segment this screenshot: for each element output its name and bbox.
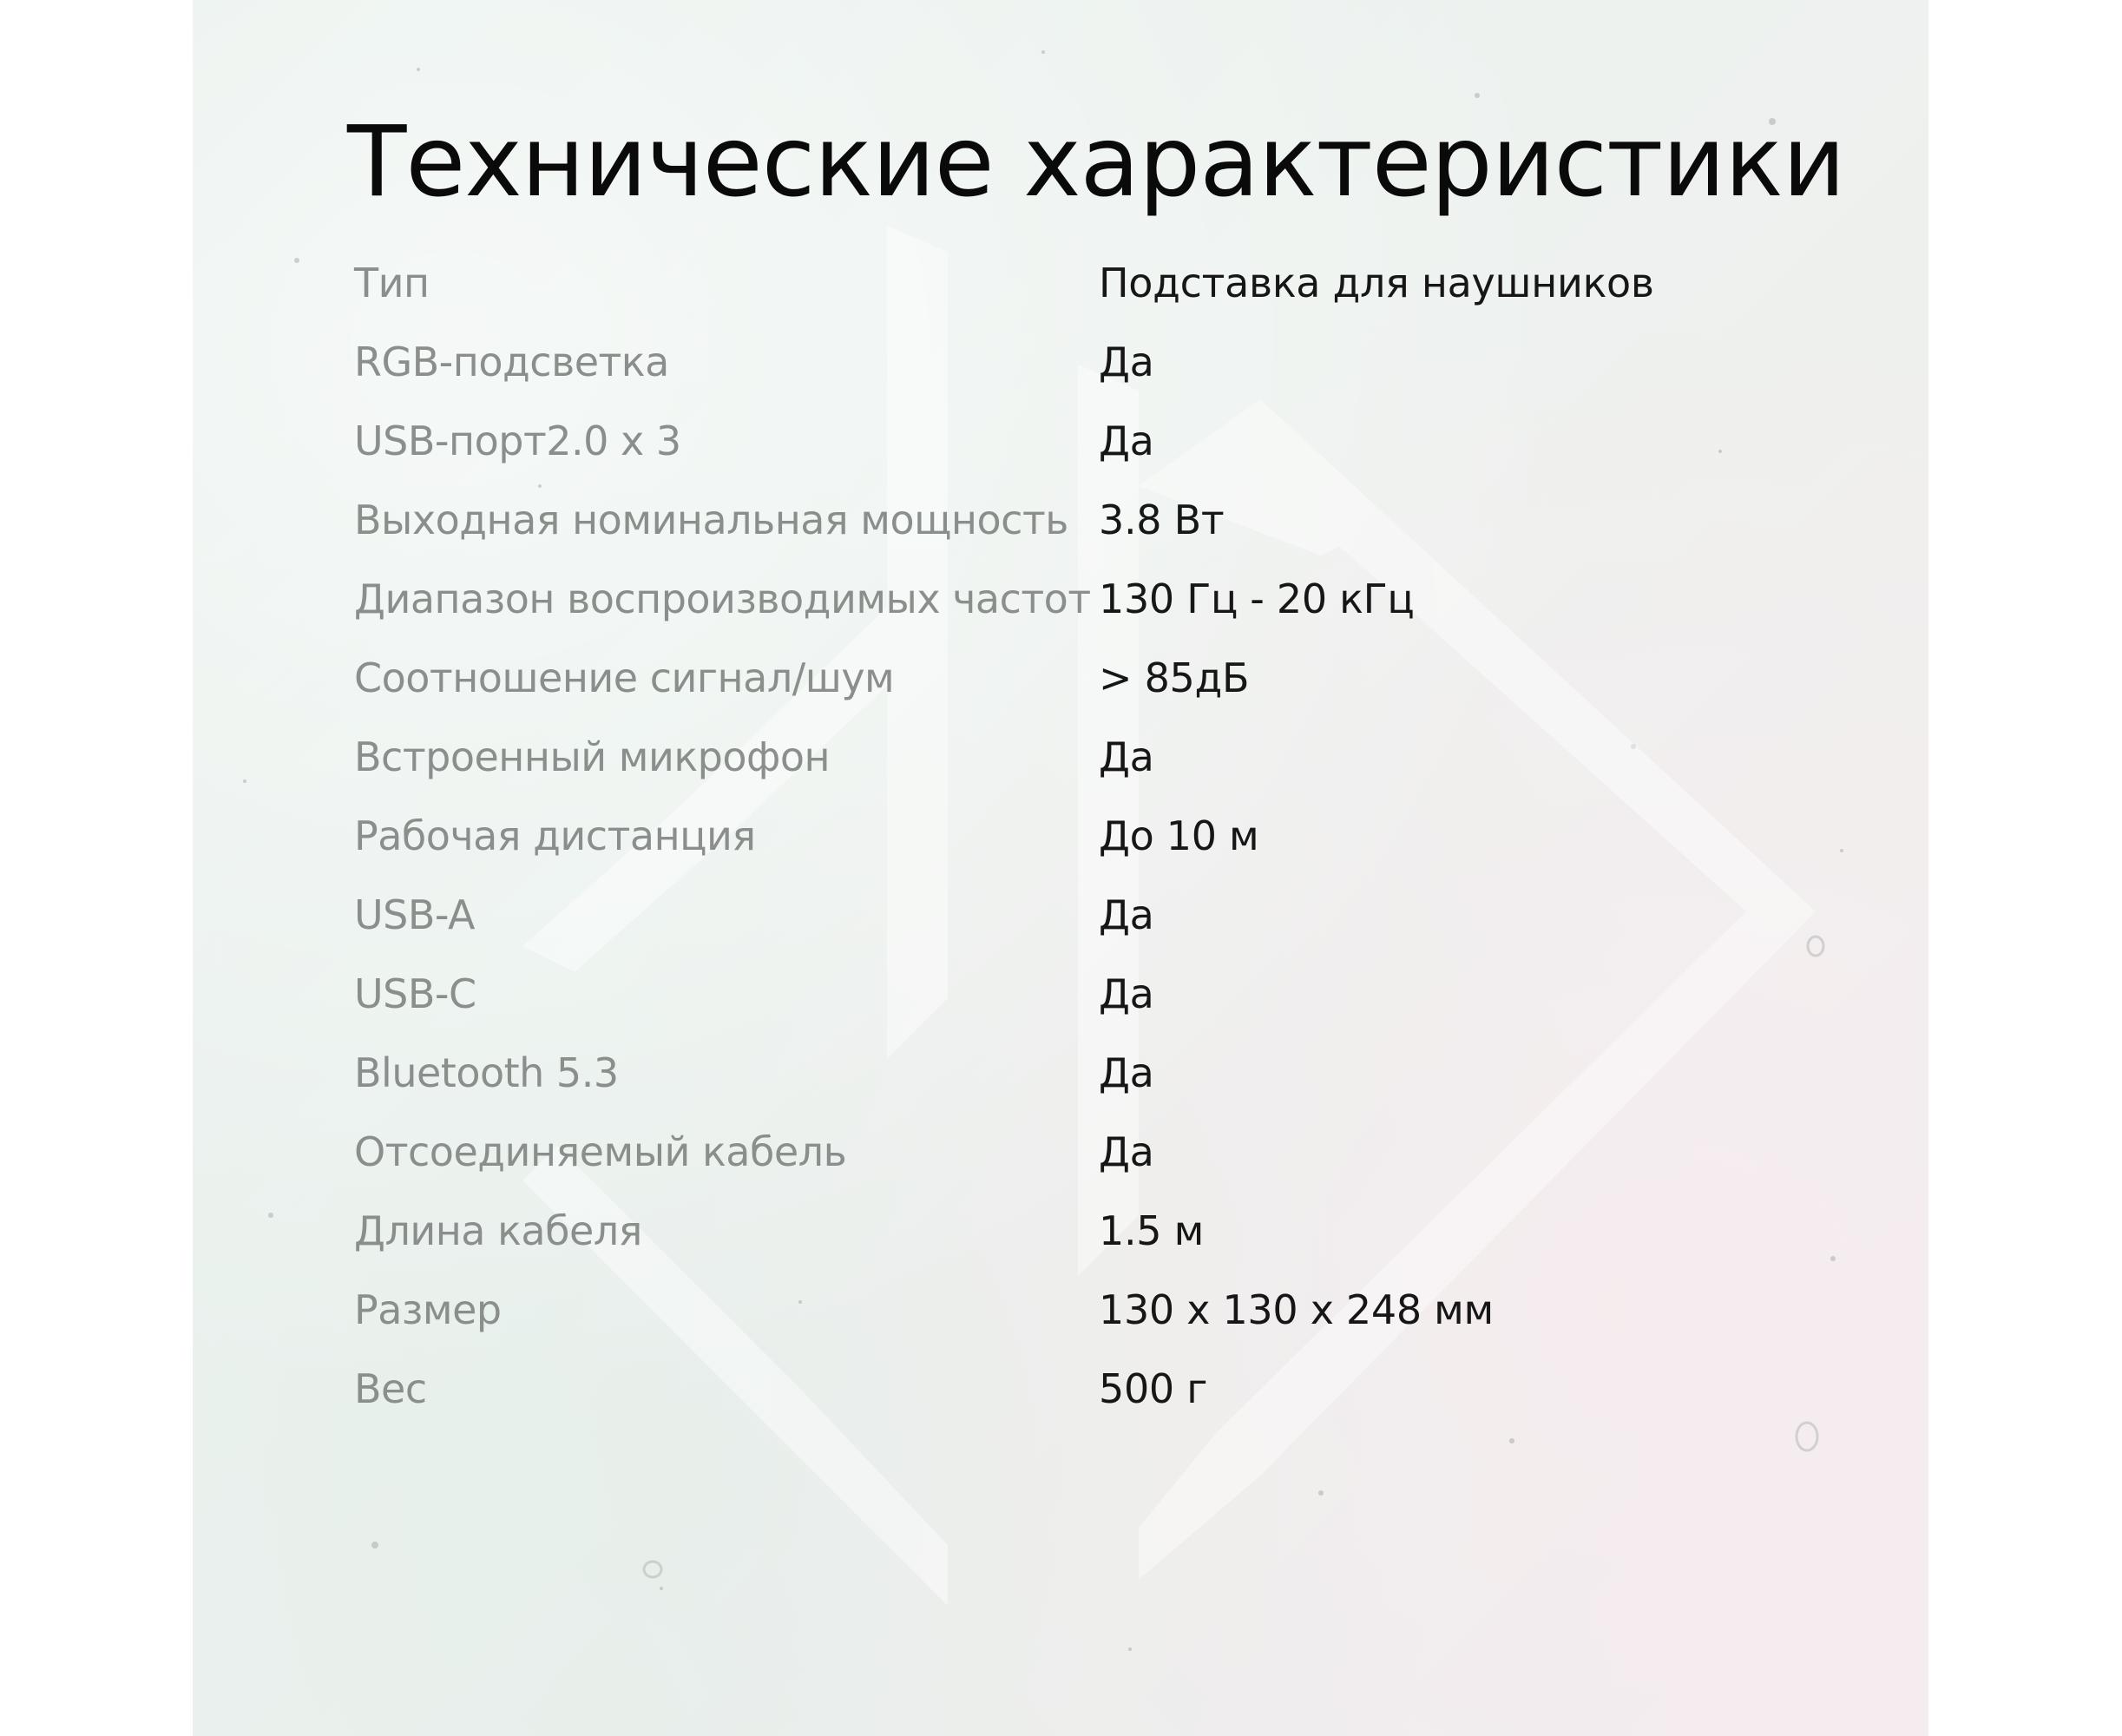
spec-row: [354, 243, 1656, 322]
spec-label: USB-C: [354, 970, 476, 1017]
spec-row: [354, 638, 1656, 717]
spec-label: Отсоединяемый кабель: [354, 1128, 847, 1175]
spec-value: Да: [1099, 891, 1154, 938]
spec-row: [354, 1349, 1656, 1428]
spec-label: Выходная номинальная мощность: [354, 496, 1068, 543]
spec-value: 130 х 130 х 248 мм: [1099, 1286, 1494, 1333]
spec-label: Тип: [354, 259, 430, 306]
spec-value: Да: [1099, 417, 1154, 464]
spec-value: 500 г: [1099, 1364, 1208, 1412]
spec-row: [354, 1191, 1656, 1270]
spec-label: Соотношение сигнал/шум: [354, 654, 895, 701]
spec-row: [354, 1270, 1656, 1349]
spec-row: [354, 559, 1656, 638]
spec-label: Диапазон воспроизводимых частот: [354, 575, 1091, 622]
spec-value: Да: [1099, 970, 1154, 1017]
spec-label: Рабочая дистанция: [354, 812, 756, 859]
spec-value: 130 Гц - 20 кГц: [1099, 575, 1415, 622]
spec-value: 3.8 Вт: [1099, 496, 1225, 543]
spec-value: Да: [1099, 1128, 1154, 1175]
spec-value: Да: [1099, 733, 1154, 780]
spec-label: Длина кабеля: [354, 1207, 642, 1254]
spec-label: RGB-подсветка: [354, 338, 669, 385]
spec-value: Да: [1099, 1049, 1154, 1096]
page-title: Технические характеристики: [347, 106, 1845, 219]
spec-value: До 10 м: [1099, 812, 1259, 859]
spec-row: [354, 954, 1656, 1033]
spec-label: Вес: [354, 1364, 427, 1412]
spec-row: [354, 401, 1656, 480]
spec-row: [354, 1033, 1656, 1112]
spec-label: Встроенный микрофон: [354, 733, 831, 780]
spec-card: [193, 0, 1928, 1736]
spec-row: [354, 717, 1656, 796]
spec-row: [354, 1112, 1656, 1191]
spec-row: [354, 796, 1656, 875]
spec-row: [354, 480, 1656, 559]
spec-value: > 85дБ: [1099, 654, 1250, 701]
spec-value: 1.5 м: [1099, 1207, 1204, 1254]
spec-value: Да: [1099, 338, 1154, 385]
spec-label: Bluetooth 5.3: [354, 1049, 619, 1096]
spec-label: Размер: [354, 1286, 502, 1333]
spec-row: [354, 322, 1656, 401]
spec-table: [354, 243, 1656, 1428]
spec-row: [354, 875, 1656, 954]
spec-value: Подставка для наушников: [1099, 259, 1654, 306]
spec-label: USB-порт2.0 х 3: [354, 417, 681, 464]
spec-label: USB-A: [354, 891, 475, 938]
